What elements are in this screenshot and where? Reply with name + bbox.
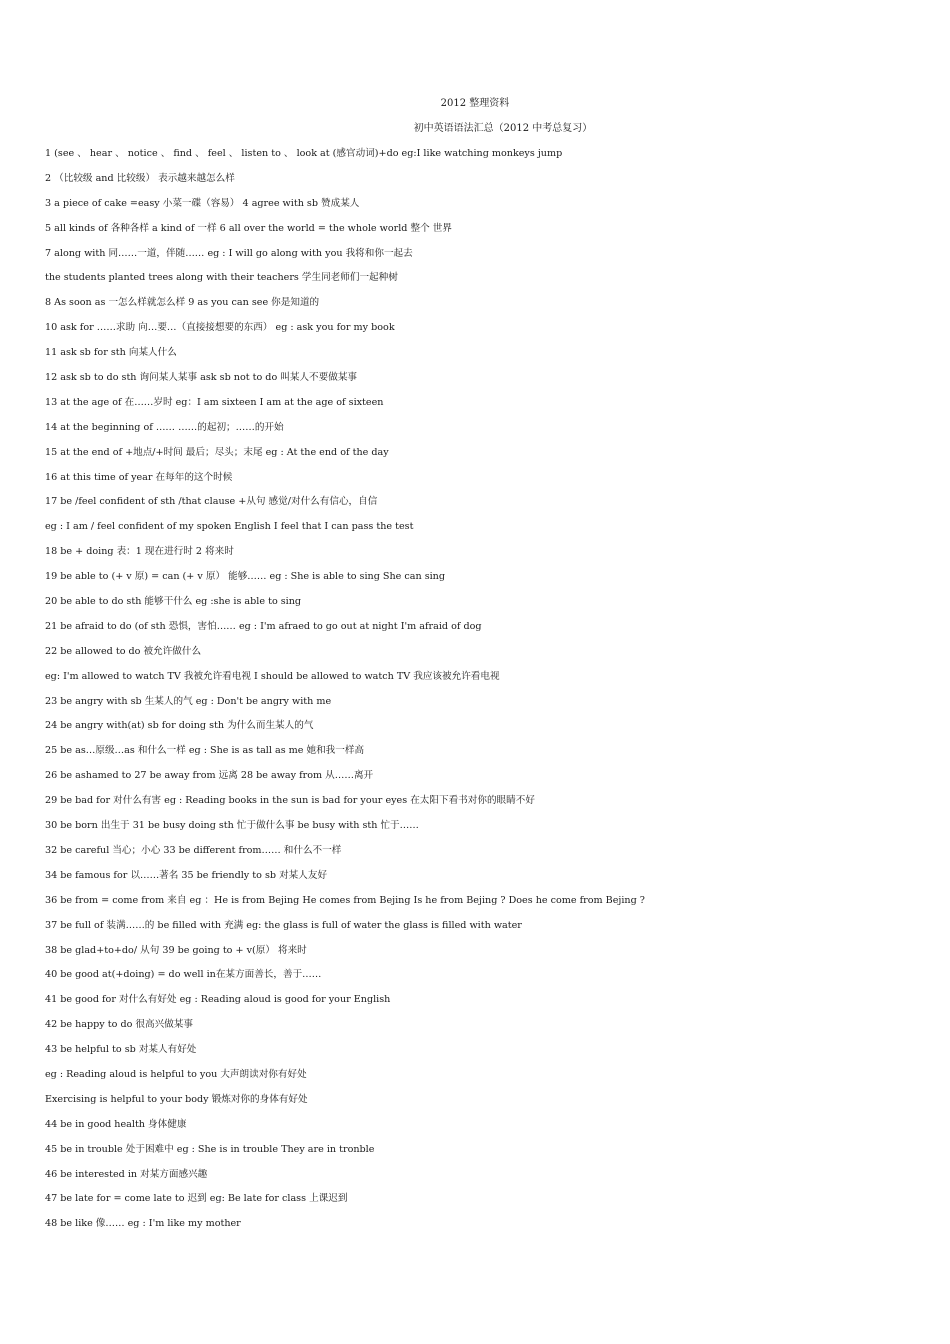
- grammar-line: 41 be good for 对什么有好处 eg : Reading aloud is good for your English: [45, 994, 391, 1006]
- grammar-line: 17 be /feel confident of sth /that clause +从句 感觉/对什么有信心，自信: [45, 496, 378, 508]
- grammar-line: 7 along with 同……一道，伴随…… eg : I will go along with you 我将和你一起去: [45, 247, 413, 259]
- grammar-line: 21 be afraid to do (of sth 恐惧，害怕…… eg : I'm afraed to go out at night I'm afraid of dog: [45, 620, 482, 632]
- grammar-line: 11 ask sb for sth 向某人什么: [45, 347, 177, 359]
- grammar-line: 10 ask for ……求助 向…要…（直接接想要的东西） eg : ask you for my book: [45, 322, 395, 334]
- grammar-line: 22 be allowed to do 被允许做什么: [45, 645, 202, 657]
- grammar-line: 36 be from = come from 来自 eg ：He is from Bejing He comes from Bejing Is he from Bejing ? Does he come from Bejing ?: [45, 894, 645, 906]
- grammar-line: 16 at this time of year 在每年的这个时候: [45, 471, 233, 483]
- grammar-line: 20 be able to do sth 能够干什么 eg :she is able to sing: [45, 596, 302, 608]
- grammar-line: 29 be bad for 对什么有害 eg : Reading books in the sun is bad for your eyes 在太阳下看书对你的眼睛不好: [45, 795, 535, 807]
- grammar-line: 24 be angry with(at) sb for doing sth 为什么而生某人的气: [45, 720, 314, 732]
- grammar-line: 40 be good at(+doing) = do well in在某方面善长，善于……: [45, 969, 322, 981]
- grammar-line: 15 at the end of +地点/+时间 最后；尽头；末尾 eg : At the end of the day: [45, 446, 389, 458]
- grammar-line: 48 be like 像…… eg : I'm like my mother: [45, 1218, 241, 1230]
- grammar-line: 3 a piece of cake =easy 小菜一碟（容易） 4 agree with sb 赞成某人: [45, 197, 360, 209]
- grammar-line: 26 be ashamed to 27 be away from 远离 28 be away from 从……离开: [45, 770, 374, 782]
- grammar-line: 37 be full of 装满……的 be filled with 充满 eg: the glass is full of water the glass is filled with water: [45, 919, 522, 931]
- grammar-line: 45 be in trouble 处于困难中 eg : She is in trouble They are in tronble: [45, 1143, 375, 1155]
- grammar-line: 2 （比较级 and 比较级） 表示越来越怎么样: [45, 172, 235, 184]
- grammar-line: 46 be interested in 对某方面感兴趣: [45, 1168, 208, 1180]
- grammar-line: 30 be born 出生于 31 be busy doing sth 忙于做什么事 be busy with sth 忙于……: [45, 820, 419, 832]
- grammar-line: 12 ask sb to do sth 询问某人某事 ask sb not to do 叫某人不要做某事: [45, 372, 358, 384]
- grammar-line: eg : Reading aloud is helpful to you 大声朗读对你有好处: [45, 1068, 307, 1080]
- grammar-line: eg: I'm allowed to watch TV 我被允许看电视 I should be allowed to watch TV 我应该被允许看电视: [45, 670, 500, 682]
- grammar-line: Exercising is helpful to your body 锻炼对你的身体有好处: [45, 1093, 308, 1105]
- grammar-line: 25 be as…原级…as 和什么一样 eg : She is as tall as me 她和我一样高: [45, 745, 365, 757]
- grammar-line: 47 be late for = come late to 迟到 eg: Be late for class 上课迟到: [45, 1193, 348, 1205]
- grammar-line: eg : I am / feel confident of my spoken English I feel that I can pass the test: [45, 521, 414, 533]
- grammar-line: 1 (see 、 hear 、 notice 、 find 、 feel 、 listen to 、 look at (感官动词)+do eg:I like watching monkeys jump: [45, 148, 563, 159]
- grammar-line: 34 be famous for 以……著名 35 be friendly to sb 对某人友好: [45, 869, 328, 881]
- grammar-line: 32 be careful 当心；小心 33 be different from…… 和什么不一样: [45, 844, 342, 856]
- document-subtitle: 初中英语语法汇总（2012 中考总复习）: [413, 123, 593, 134]
- grammar-line: 13 at the age of 在……岁时 eg：I am sixteen I am at the age of sixteen: [45, 396, 384, 408]
- grammar-list: [45, 148, 925, 1243]
- grammar-line: 38 be glad+to+do/ 从句 39 be going to + v(原） 将来时: [45, 944, 307, 956]
- grammar-line: 18 be + doing 表：1 现在进行时 2 将来时: [45, 546, 234, 558]
- document-title: 2012 整理资料: [440, 98, 510, 109]
- grammar-line: 23 be angry with sb 生某人的气 eg : Don't be angry with me: [45, 695, 332, 707]
- grammar-line: 5 all kinds of 各种各样 a kind of 一样 6 all over the world = the whole world 整个 世界: [45, 222, 452, 234]
- grammar-line: 19 be able to (+ v 原) = can (+ v 原） 能够…… eg : She is able to sing She can sing: [45, 571, 446, 583]
- grammar-line: 14 at the beginning of …… ……的起初；……的开始: [45, 421, 284, 433]
- grammar-line: 42 be happy to do 很高兴做某事: [45, 1019, 193, 1031]
- grammar-line: 8 As soon as 一怎么样就怎么样 9 as you can see 你是知道的: [45, 297, 320, 309]
- grammar-line: the students planted trees along with their teachers 学生同老师们一起种树: [45, 272, 398, 284]
- grammar-line: 43 be helpful to sb 对某人有好处: [45, 1044, 197, 1056]
- grammar-line: 44 be in good health 身体健康: [45, 1118, 187, 1130]
